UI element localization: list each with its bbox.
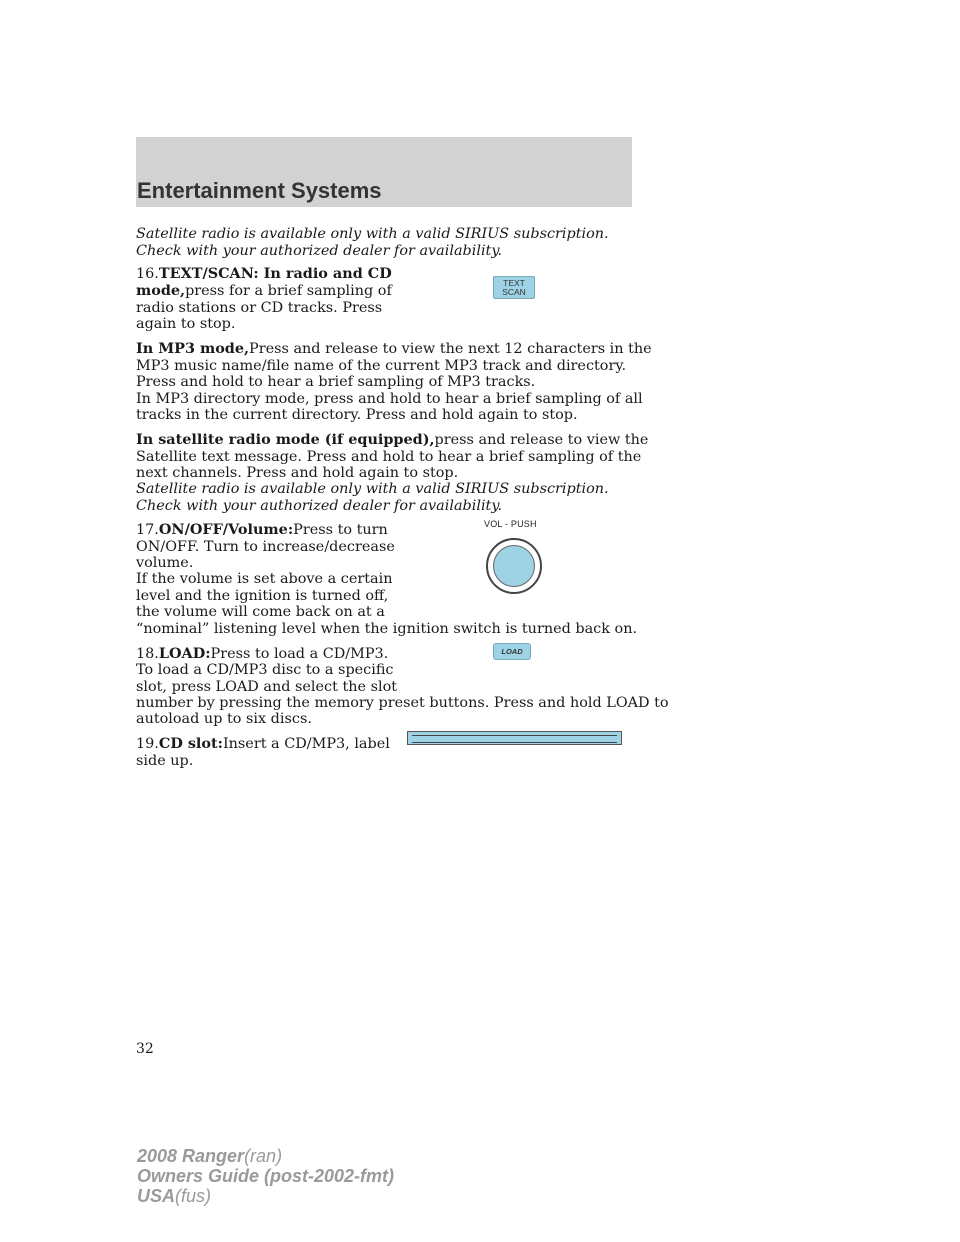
- item-17-line: the volume will come back on at a: [136, 604, 385, 620]
- mp3-mode-line: In MP3 directory mode, press and hold to hear a brief sampling of all: [136, 391, 643, 407]
- item-heading: TEXT/SCAN: In radio and CD: [158, 265, 392, 282]
- item-18-line: number by pressing the memory preset buttons. Press and hold LOAD to: [136, 695, 669, 711]
- item-number: 16.: [136, 266, 159, 282]
- load-button-icon: LOAD: [493, 643, 531, 660]
- sirius-notice-line: Satellite radio is available only with a valid SIRIUS subscription.: [136, 226, 609, 242]
- item-18-line: To load a CD/MP3 disc to a specific: [136, 662, 394, 678]
- item-number: 18.: [136, 646, 159, 662]
- footer-line: [137, 1186, 394, 1206]
- item-number: 19.: [136, 736, 159, 752]
- footer-guide: Owners Guide (post-2002-fmt): [137, 1166, 395, 1186]
- satellite-text: press and release to view the: [434, 432, 649, 448]
- mp3-mode-line: Press and hold to hear a brief sampling of MP3 tracks.: [136, 374, 536, 390]
- item-18-heading: [136, 646, 388, 663]
- page-number: 32: [136, 1041, 154, 1057]
- mp3-mode-line: MP3 music name/file name of the current MP3 track and directory.: [136, 358, 627, 374]
- volume-knob-icon: [486, 538, 542, 594]
- item-18-line: autoload up to six discs.: [136, 711, 312, 727]
- satellite-heading: In satellite radio mode (if equipped),: [136, 431, 435, 448]
- mp3-heading: In MP3 mode,: [136, 340, 250, 357]
- item-18-line: slot, press LOAD and select the slot: [136, 679, 398, 695]
- item-17-line: volume.: [136, 555, 194, 571]
- satellite-mode-line: next channels. Press and hold again to stop.: [136, 465, 459, 481]
- item-16-heading: [136, 266, 392, 283]
- item-16-line: again to stop.: [136, 316, 236, 332]
- item-heading: ON/OFF/Volume:: [158, 521, 294, 538]
- item-17-line: “nominal” listening level when the ignition switch is turned back on.: [136, 621, 638, 637]
- footer-line: [137, 1166, 394, 1186]
- footer-model-code: (ran): [244, 1146, 283, 1166]
- item-17-heading: [136, 522, 388, 539]
- cd-slot-opening: [412, 735, 617, 743]
- item-text: press for a brief sampling of: [185, 283, 392, 299]
- item-number: 17.: [136, 522, 159, 538]
- sirius-notice-line: Satellite radio is available only with a valid SIRIUS subscription.: [136, 481, 609, 497]
- icon-label: SCAN: [502, 287, 526, 297]
- item-text: Press to load a CD/MP3.: [210, 646, 389, 662]
- item-16-line: radio stations or CD tracks. Press: [136, 300, 383, 316]
- mp3-mode-line: tracks in the current directory. Press and hold again to stop.: [136, 407, 578, 423]
- satellite-mode-line: [136, 432, 648, 449]
- mp3-text: Press and release to view the next 12 characters in the: [249, 341, 652, 357]
- item-heading: CD slot:: [158, 735, 223, 752]
- text-scan-button-icon: [493, 276, 535, 299]
- item-17-line: If the volume is set above a certain: [136, 571, 393, 587]
- volume-knob-face: [493, 545, 535, 587]
- vol-push-label: VOL - PUSH: [484, 519, 537, 529]
- item-19-heading: [136, 736, 390, 753]
- footer-region-code: (fus): [175, 1186, 212, 1206]
- sirius-notice-line: Check with your authorized dealer for availability.: [136, 498, 503, 514]
- item-heading: mode,: [136, 282, 186, 299]
- item-heading: LOAD:: [158, 645, 211, 662]
- mp3-mode-line: [136, 341, 652, 358]
- item-16-line: [136, 283, 392, 300]
- cd-slot-icon: [407, 731, 622, 745]
- footer-region: USA: [137, 1186, 176, 1206]
- item-17-line: ON/OFF. Turn to increase/decrease: [136, 539, 395, 555]
- item-text: Insert a CD/MP3, label: [222, 736, 390, 752]
- satellite-mode-line: Satellite text message. Press and hold to hear a brief sampling of the: [136, 449, 642, 465]
- item-17-line: level and the ignition is turned off,: [136, 588, 389, 604]
- icon-label: TEXT: [503, 278, 525, 288]
- footer-line: [137, 1146, 394, 1166]
- document-footer: [137, 1146, 394, 1206]
- item-19-line: side up.: [136, 753, 194, 769]
- sirius-notice-line: Check with your authorized dealer for availability.: [136, 243, 503, 259]
- footer-model: 2008 Ranger: [137, 1146, 245, 1166]
- item-text: Press to turn: [293, 522, 388, 538]
- page-title: Entertainment Systems: [137, 178, 382, 203]
